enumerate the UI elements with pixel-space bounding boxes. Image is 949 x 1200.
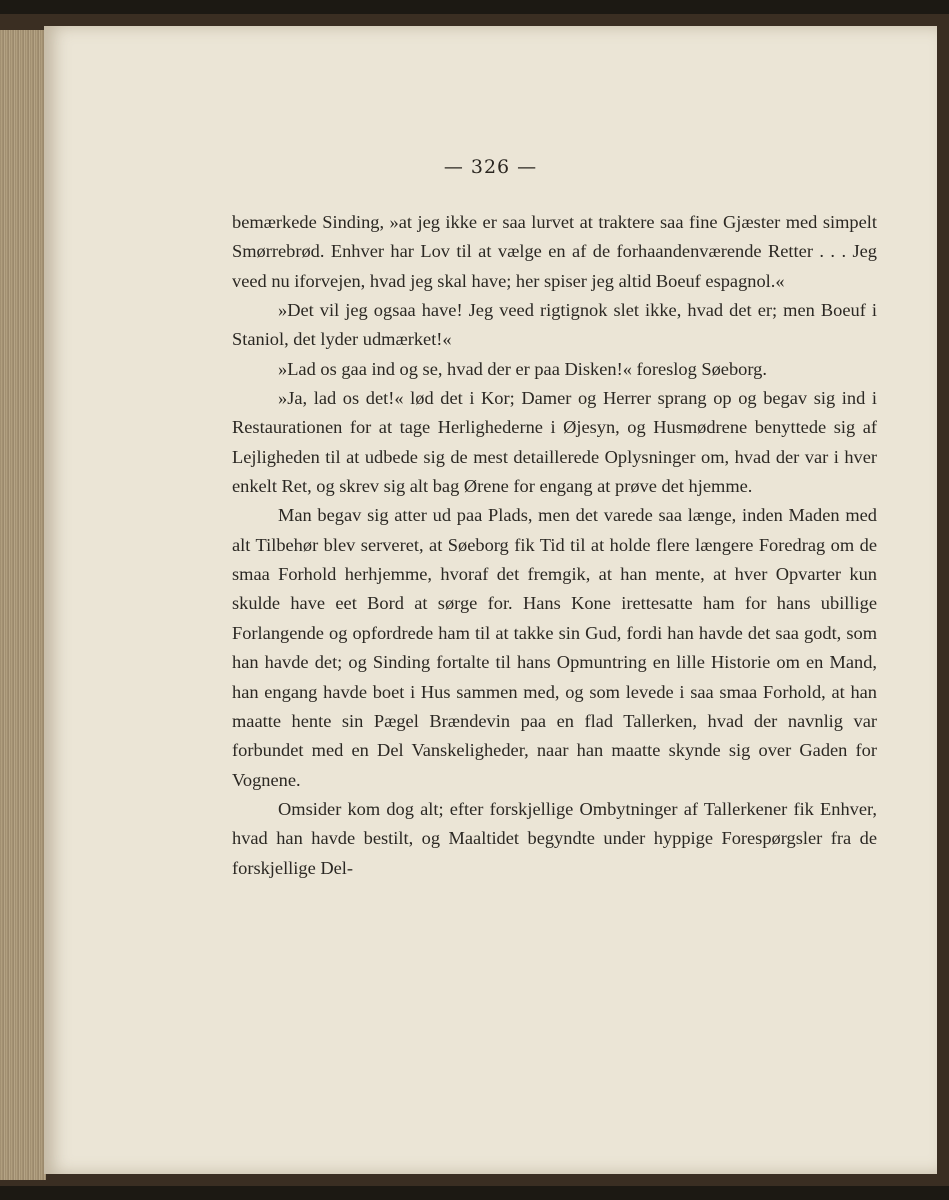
paragraph-2: »Det vil jeg ogsaa have! Jeg veed rigtignok slet ikke, hvad det er; men Boeuf i Staniol, det lyder udmærket!« (232, 300, 877, 350)
page-number: — 326 — (443, 156, 538, 178)
book-page (44, 26, 937, 1174)
page-edges (0, 30, 46, 1180)
paragraph-6: Omsider kom dog alt; efter forskjellige Ombytninger af Tallerkener fik Enhver, hvad han havde bestilt, og Maaltidet begyndte under hyppige Forespørgsler fra de forskjellige Del- (232, 798, 877, 878)
paragraph-1: bemærkede Sinding, »at jeg ikke er saa lurvet at traktere saa fine Gjæster med simpelt Smørrebrød. Enhver har Lov til at vælge en af de forhaandenværende Retter . . . Jeg veed nu iforvejen, hvad jeg skal have; her spiser jeg altid Boeuf espagnol.« (232, 212, 877, 291)
paragraph-3: »Lad os gaa ind og se, hvad der er paa Disken!« foreslog Søeborg. (278, 358, 767, 379)
paragraph-5: Man begav sig atter ud paa Plads, men det varede saa længe, inden Maden med alt Tilbehør blev serveret, at Søeborg fik Tid til at holde flere længere Foredrag om de smaa Forhold herhjemme, hvoraf det fremgik, at han mente, at hver Opvarter kun skulde have eet Bord at sørge for. Hans Kone irettesatte ham for hans ubillige Forlangende og opfordrede ham til at takke sin Gud, fordi han havde det saa godt, som han havde det; og Sinding fortalte til hans Opmuntring en lille Historie om en Mand, han engang havde boet i Hus sammen med, og som levede i saa smaa Forhold, at han maatte hente sin Pægel Brændevin paa en flad Tallerken, hvad der navnlig var forbundet med en Del Vanskeligheder, naar han maatte skynde sig over Gaden for Vognene. (232, 505, 877, 790)
paragraph-4: »Ja, lad os det!« lød det i Kor; Damer og Herrer sprang op og begav sig ind i Restaurationen for at tage Herlighederne i Øjesyn, og Husmødrene benyttede sig af Lejligheden til at udbede sig de mest detaillerede Oplysninger om, hvad der var i hver enkelt Ret, og skrev sig alt bag Ørene for engang at prøve det hjemme. (232, 388, 877, 497)
body-text (232, 208, 877, 883)
